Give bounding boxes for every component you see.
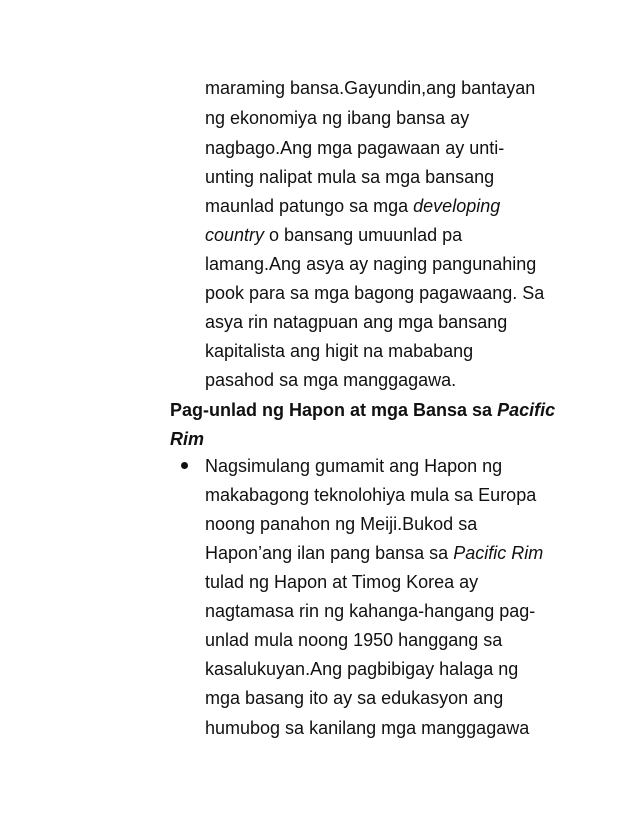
- text-line: country o bansang umuunlad pa: [205, 225, 463, 245]
- italic-term: developing: [413, 196, 501, 216]
- text-line: Nagsimulang gumamit ang Hapon ng: [205, 456, 503, 476]
- text-line: unting nalipat mula sa mga bansang: [205, 167, 495, 187]
- text-line: kapitalista ang higit na mababang: [205, 341, 474, 361]
- italic-term: Pacific Rim: [453, 543, 544, 563]
- text-line: pasahod sa mga manggagawa.: [205, 370, 457, 390]
- italic-term: country: [205, 225, 265, 245]
- text-line: kasalukuyan.Ang pagbibigay halaga ng: [205, 659, 519, 679]
- bullet-icon: [181, 462, 188, 469]
- italic-term: Rim: [170, 429, 205, 449]
- text-line: asya rin natagpuan ang mga bansang: [205, 312, 508, 332]
- text-line: nagbago.Ang mga pagawaan ay unti-: [205, 138, 505, 158]
- text-line: nagtamasa rin ng kahanga-hangang pag-: [205, 601, 536, 621]
- text-line: maraming bansa.Gayundin,ang bantayan: [205, 78, 536, 98]
- text-line: unlad mula noong 1950 hanggang sa: [205, 630, 503, 650]
- text-line: ng ekonomiya ng ibang bansa ay: [205, 108, 470, 128]
- heading-line: Pag-unlad ng Hapon at mga Bansa sa Pacific: [170, 400, 556, 420]
- text-line: tulad ng Hapon at Timog Korea ay: [205, 572, 479, 592]
- text-line: pook para sa mga bagong pagawaang. Sa: [205, 283, 545, 303]
- text-line: makabagong teknolohiya mula sa Europa: [205, 485, 537, 505]
- text-line: Hapon’ang ilan pang bansa sa Pacific Rim: [205, 543, 544, 563]
- text-line: lamang.Ang asya ay naging pangunahing: [205, 254, 537, 274]
- text-line: maunlad patungo sa mga developing: [205, 196, 501, 216]
- text-line: noong panahon ng Meiji.Bukod sa: [205, 514, 478, 534]
- italic-term: Pacific: [497, 400, 556, 420]
- heading-line: [170, 428, 204, 450]
- text-line: humubog sa kanilang mga manggagawa: [205, 718, 530, 738]
- text-line: mga basang ito ay sa edukasyon ang: [205, 688, 504, 708]
